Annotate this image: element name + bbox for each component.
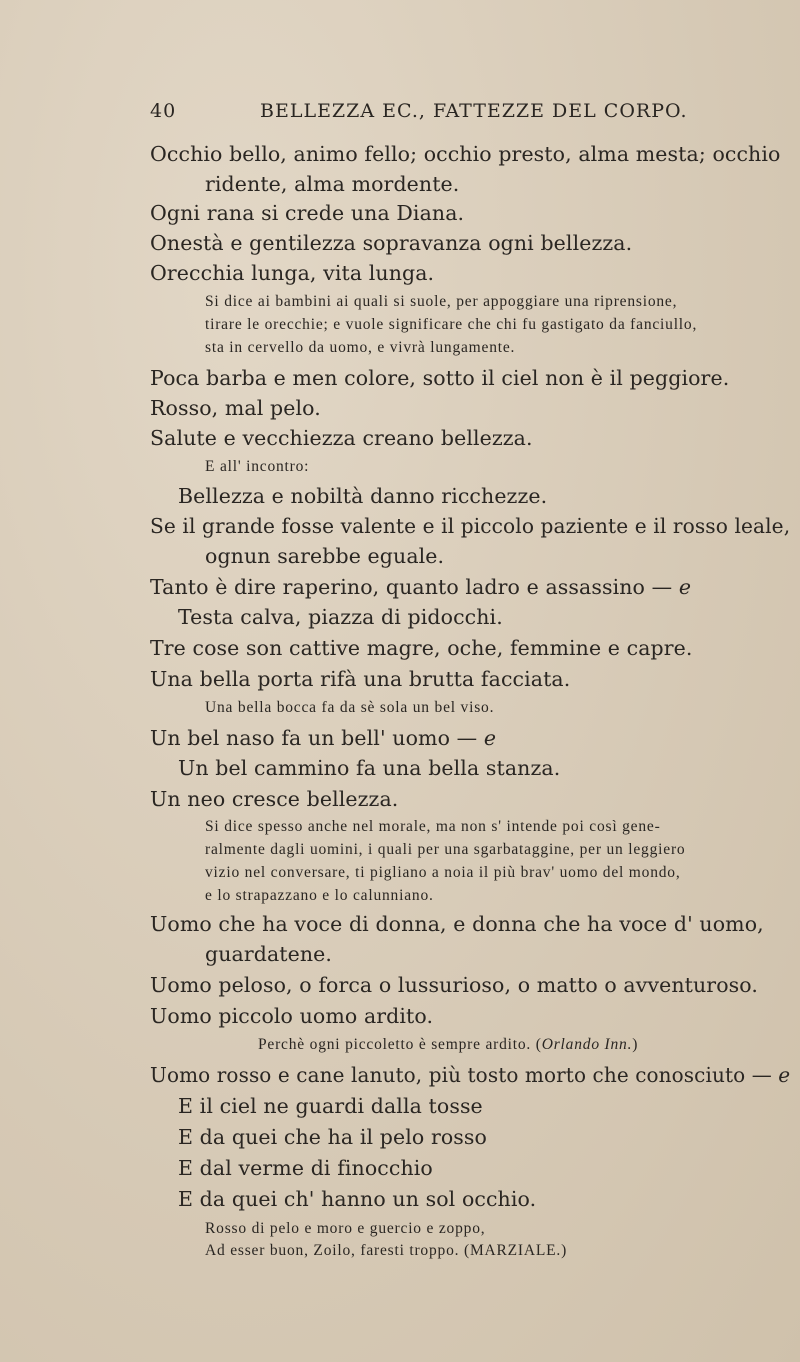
proverb-line: Poca barba e men colore, sotto il ciel non è il peggiore. <box>150 366 730 390</box>
proverb-line: Occhio bello, animo fello; occhio presto, alma mesta; occhio <box>150 142 781 166</box>
commentary-line: sta in cervello da uomo, e vivrà lungamente. <box>205 339 516 356</box>
verse-line: E da quei ch' hanno un sol occhio. <box>178 1187 537 1211</box>
proverb-line: Salute e vecchiezza creano bellezza. <box>150 426 533 450</box>
proverb-line: Uomo piccolo uomo ardito. <box>150 1004 434 1028</box>
proverb-line: ognun sarebbe eguale. <box>205 544 445 568</box>
commentary-line: tirare le orecchie; e vuole significare che chi fu gastigato da fanciullo, <box>205 316 698 333</box>
proverb-line: Uomo rosso e cane lanuto, più tosto morto che conosciuto — e <box>150 1063 791 1087</box>
proverb-line: Un neo cresce bellezza. <box>150 787 399 811</box>
proverb-line: Orecchia lunga, vita lunga. <box>150 261 435 285</box>
proverb-line: Uomo peloso, o forca o lussurioso, o matto o avventuroso. <box>150 973 758 997</box>
proverb-line: Tanto è dire raperino, quanto ladro e assassino — e <box>150 575 692 599</box>
verse-line: E il ciel ne guardi dalla tosse <box>178 1094 483 1118</box>
verse-line: E da quei che ha il pelo rosso <box>178 1125 487 1149</box>
proverb-line: Un bel naso fa un bell' uomo — e <box>150 726 497 750</box>
commentary-line: vizio nel conversare, ti pigliano a noia il più brav' uomo del mondo, <box>205 864 681 881</box>
proverb-line: Rosso, mal pelo. <box>150 396 321 420</box>
commentary-line: Rosso di pelo e moro e guercio e zoppo, <box>205 1220 486 1237</box>
proverb-line: Testa calva, piazza di pidocchi. <box>178 605 503 629</box>
verse-line: E dal verme di finocchio <box>178 1156 433 1180</box>
proverb-line: Se il grande fosse valente e il piccolo paziente e il rosso leale, <box>150 514 791 538</box>
commentary-line: Una bella bocca fa da sè sola un bel viso. <box>205 699 495 716</box>
commentary-line: ralmente dagli uomini, i quali per una sgarbataggine, per un leggiero <box>205 841 686 858</box>
page-header <box>150 100 710 130</box>
commentary-line: Si dice ai bambini ai quali si suole, per appoggiare una riprensione, <box>205 293 678 310</box>
proverb-line: guardatene. <box>205 942 333 966</box>
commentary-line: E all' incontro: <box>205 458 310 475</box>
commentary-line: Si dice spesso anche nel morale, ma non s' intende poi così gene- <box>205 818 661 835</box>
running-title: BELLEZZA EC., FATTEZZE DEL CORPO. <box>260 100 688 122</box>
proverb-line: Ogni rana si crede una Diana. <box>150 201 465 225</box>
proverb-line: ridente, alma mordente. <box>205 172 460 196</box>
commentary-line: Ad esser buon, Zoilo, faresti troppo. (MARZIALE.) <box>205 1242 568 1259</box>
commentary-line: e lo strapazzano e lo calunniano. <box>205 887 434 904</box>
proverb-line: Uomo che ha voce di donna, e donna che ha voce d' uomo, <box>150 912 764 936</box>
proverb-line: Bellezza e nobiltà danno ricchezze. <box>178 484 548 508</box>
page-number: 40 <box>150 100 177 122</box>
commentary-line: Perchè ogni piccoletto è sempre ardito. (Orlando Inn.) <box>258 1036 639 1053</box>
proverb-line: Onestà e gentilezza sopravanza ogni bellezza. <box>150 231 633 255</box>
proverb-line: Tre cose son cattive magre, oche, femmine e capre. <box>150 636 693 660</box>
proverb-line: Una bella porta rifà una brutta facciata. <box>150 667 571 691</box>
proverb-line: Un bel cammino fa una bella stanza. <box>178 756 561 780</box>
